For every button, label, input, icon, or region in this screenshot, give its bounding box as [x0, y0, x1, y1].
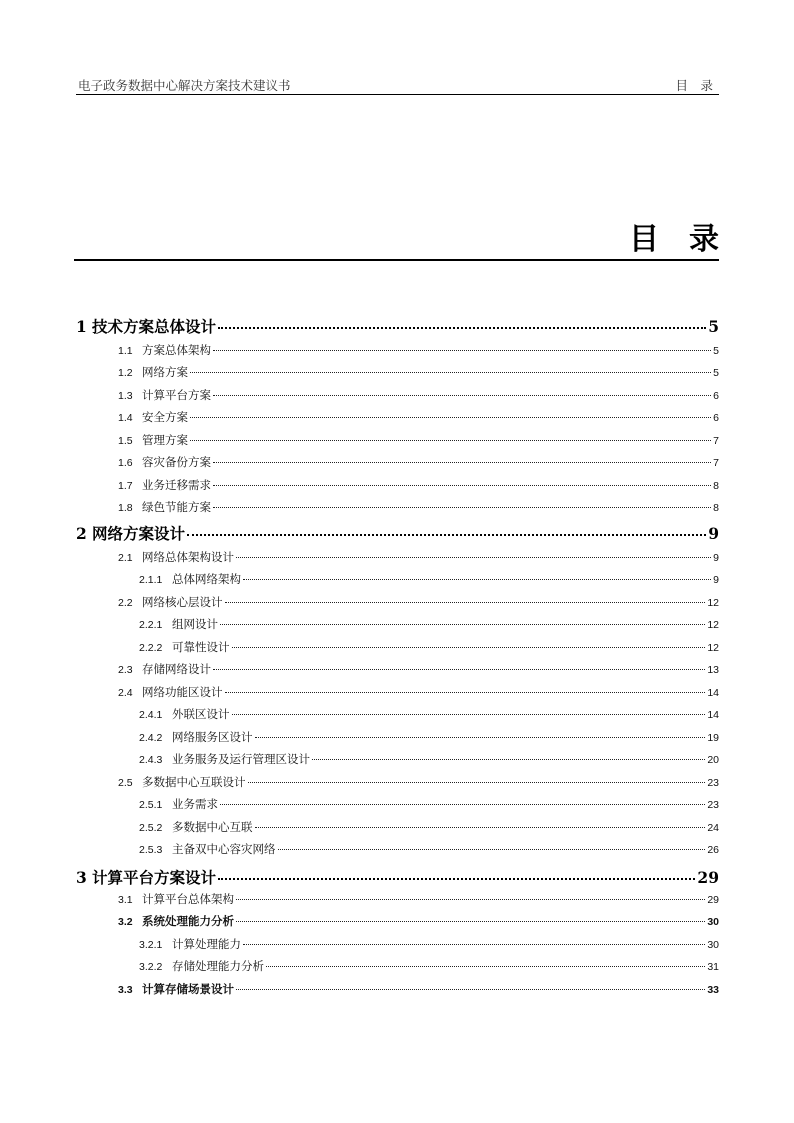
- toc-entry-number: 3.2.1: [139, 939, 163, 951]
- toc-entry-title: 网络方案设计: [92, 524, 186, 543]
- toc-entry-page: 31: [707, 961, 719, 973]
- toc-dot-leader: [218, 878, 695, 880]
- toc-entry-page: 5: [713, 345, 719, 357]
- toc-dot-leader: [243, 579, 711, 580]
- toc-dot-leader: [248, 782, 706, 783]
- toc-entry-page: 24: [707, 822, 719, 834]
- toc-entry-page: 7: [713, 457, 719, 469]
- toc-entry-number: 1.2: [118, 367, 133, 379]
- toc-entry-page: 33: [707, 984, 719, 996]
- toc-dot-leader: [255, 737, 706, 738]
- toc-entry-number: 3.1: [118, 894, 133, 906]
- toc-dot-leader: [232, 714, 706, 715]
- toc-entry-level2[interactable]: [118, 684, 719, 700]
- toc-entry-title: 容灾备份方案: [142, 455, 211, 469]
- toc-dot-leader: [225, 602, 706, 603]
- toc-entry-number: 2.1.1: [139, 574, 163, 586]
- toc-entry-title: 外联区设计: [172, 707, 230, 721]
- toc-entry-title: 计算平台方案设计: [92, 868, 217, 887]
- toc-entry-number: 1.8: [118, 502, 133, 514]
- toc-entry-title: 组网设计: [172, 617, 218, 631]
- toc-entry-level2[interactable]: [118, 661, 719, 677]
- toc-entry-page: 12: [707, 597, 719, 609]
- toc-entry-page: 30: [707, 939, 719, 951]
- toc-entry-number: 2.3: [118, 664, 133, 676]
- toc-entry-page: 12: [707, 642, 719, 654]
- title-divider: [74, 259, 719, 261]
- toc-entry-level2[interactable]: [118, 387, 719, 403]
- toc-dot-leader: [213, 350, 711, 351]
- toc-entry-title: 绿色节能方案: [142, 500, 211, 514]
- toc-entry-number: 1.7: [118, 480, 133, 492]
- toc-entry-number: 2: [76, 524, 87, 543]
- toc-entry-number: 1.5: [118, 435, 133, 447]
- toc-entry-page: 9: [713, 552, 719, 564]
- toc-entry-title: 计算存储场景设计: [142, 982, 234, 996]
- toc-entry-page: 8: [713, 480, 719, 492]
- toc-entry-level2[interactable]: [118, 981, 719, 997]
- toc-entry-level3[interactable]: [139, 796, 719, 812]
- toc-entry-level2[interactable]: [118, 913, 719, 929]
- toc-entry-level3[interactable]: [139, 571, 719, 587]
- toc-entry-title: 网络服务区设计: [172, 730, 253, 744]
- toc-entry-page: 20: [707, 754, 719, 766]
- toc-entry-page: 23: [707, 777, 719, 789]
- toc-entry-title: 网络核心层设计: [142, 595, 223, 609]
- toc-entry-number: 2.5.1: [139, 799, 163, 811]
- page-title: 目 录: [629, 222, 719, 257]
- toc-entry-level3[interactable]: [139, 819, 719, 835]
- toc-dot-leader: [236, 989, 705, 990]
- toc-entry-page: 5: [708, 317, 719, 336]
- toc-dot-leader: [213, 507, 711, 508]
- toc-entry-level3[interactable]: [139, 729, 719, 745]
- toc-entry-level1[interactable]: [76, 315, 719, 337]
- toc-dot-leader: [236, 557, 711, 558]
- toc-dot-leader: [187, 534, 706, 536]
- toc-dot-leader: [190, 417, 711, 418]
- toc-dot-leader: [213, 462, 711, 463]
- toc-entry-level2[interactable]: [118, 454, 719, 470]
- toc-entry-title: 计算平台总体架构: [142, 892, 234, 906]
- toc-entry-title: 存储网络设计: [142, 662, 211, 676]
- toc-dot-leader: [225, 692, 706, 693]
- toc-entry-number: 2.1: [118, 552, 133, 564]
- toc-entry-page: 8: [713, 502, 719, 514]
- toc-entry-level2[interactable]: [118, 891, 719, 907]
- toc-entry-level3[interactable]: [139, 706, 719, 722]
- toc-entry-level1[interactable]: [76, 866, 719, 888]
- toc-entry-level2[interactable]: [118, 549, 719, 565]
- toc-entry-page: 29: [697, 868, 719, 887]
- toc-entry-number: 2.4.3: [139, 754, 163, 766]
- toc-entry-level1[interactable]: [76, 522, 719, 544]
- toc-entry-number: 1.4: [118, 412, 133, 424]
- toc-entry-page: 26: [707, 844, 719, 856]
- toc-entry-title: 可靠性设计: [172, 640, 230, 654]
- toc-dot-leader: [213, 485, 711, 486]
- toc-entry-number: 3: [76, 868, 87, 887]
- toc-entry-level2[interactable]: [118, 432, 719, 448]
- toc-dot-leader: [220, 804, 705, 805]
- toc-entry-title: 网络功能区设计: [142, 685, 223, 699]
- toc-entry-page: 30: [707, 916, 719, 928]
- toc-entry-number: 1.1: [118, 345, 133, 357]
- toc-entry-page: 7: [713, 435, 719, 447]
- header-doc-title: 电子政务数据中心解决方案技术建议书: [78, 78, 291, 93]
- toc-entry-number: 2.4: [118, 687, 133, 699]
- toc-entry-page: 5: [713, 367, 719, 379]
- toc-entry-title: 业务迁移需求: [142, 478, 211, 492]
- header-section: 目 录: [675, 78, 713, 93]
- toc-entry-page: 14: [707, 687, 719, 699]
- toc-entry-level2[interactable]: [118, 364, 719, 380]
- toc-entry-page: 23: [707, 799, 719, 811]
- toc-entry-level2[interactable]: [118, 342, 719, 358]
- toc-entry-title: 系统处理能力分析: [142, 914, 234, 928]
- toc-entry-number: 2.5.3: [139, 844, 163, 856]
- toc-entry-title: 业务服务及运行管理区设计: [172, 752, 310, 766]
- toc-entry-number: 3.2.2: [139, 961, 163, 973]
- toc-entry-title: 网络总体架构设计: [142, 550, 234, 564]
- toc-entry-level3[interactable]: [139, 841, 719, 857]
- toc-entry-number: 3.3: [118, 984, 133, 996]
- toc-dot-leader: [232, 647, 706, 648]
- page-header: [76, 78, 719, 95]
- toc-entry-page: 13: [707, 664, 719, 676]
- toc-dot-leader: [220, 624, 705, 625]
- toc-entry-level2[interactable]: [118, 499, 719, 515]
- toc-entry-number: 2.2: [118, 597, 133, 609]
- toc-dot-leader: [266, 966, 705, 967]
- toc-entry-level3[interactable]: [139, 958, 719, 974]
- toc-entry-number: 3.2: [118, 916, 133, 928]
- toc-entry-level3[interactable]: [139, 616, 719, 632]
- toc-entry-title: 网络方案: [142, 365, 188, 379]
- toc-entry-number: 2.5.2: [139, 822, 163, 834]
- toc-entry-title: 总体网络架构: [172, 572, 241, 586]
- toc-entry-page: 14: [707, 709, 719, 721]
- toc-entry-level3[interactable]: [139, 639, 719, 655]
- toc-dot-leader: [236, 899, 705, 900]
- toc-entry-page: 6: [713, 412, 719, 424]
- toc-entry-page: 29: [707, 894, 719, 906]
- toc-entry-title: 多数据中心互联: [172, 820, 253, 834]
- toc-dot-leader: [278, 849, 706, 850]
- toc-entry-title: 技术方案总体设计: [92, 317, 217, 336]
- toc-entry-title: 计算处理能力: [172, 937, 241, 951]
- toc-entry-level2[interactable]: [118, 594, 719, 610]
- toc-entry-page: 6: [713, 390, 719, 402]
- toc-entry-page: 19: [707, 732, 719, 744]
- toc-entry-level2[interactable]: [118, 477, 719, 493]
- toc-dot-leader: [213, 395, 711, 396]
- toc-entry-page: 9: [708, 524, 719, 543]
- toc-dot-leader: [255, 827, 706, 828]
- toc-dot-leader: [243, 944, 705, 945]
- toc-entry-title: 计算平台方案: [142, 388, 211, 402]
- toc-entry-level2[interactable]: [118, 409, 719, 425]
- toc-dot-leader: [213, 669, 705, 670]
- toc-entry-level2[interactable]: [118, 774, 719, 790]
- toc-entry-page: 12: [707, 619, 719, 631]
- toc-entry-title: 主备双中心容灾网络: [172, 842, 276, 856]
- toc-entry-number: 2.4.2: [139, 732, 163, 744]
- toc-dot-leader: [190, 372, 711, 373]
- toc-entry-title: 安全方案: [142, 410, 188, 424]
- toc-entry-number: 2.2.2: [139, 642, 163, 654]
- toc-dot-leader: [218, 327, 706, 329]
- toc-dot-leader: [312, 759, 705, 760]
- toc-entry-number: 2.4.1: [139, 709, 163, 721]
- toc-entry-number: 1: [76, 317, 87, 336]
- toc-entry-level3[interactable]: [139, 936, 719, 952]
- toc-entry-title: 业务需求: [172, 797, 218, 811]
- toc-entry-number: 2.5: [118, 777, 133, 789]
- toc-entry-level3[interactable]: [139, 751, 719, 767]
- toc-entry-title: 管理方案: [142, 433, 188, 447]
- toc-dot-leader: [236, 921, 705, 922]
- toc-entry-page: 9: [713, 574, 719, 586]
- toc-dot-leader: [190, 440, 711, 441]
- toc-entry-title: 方案总体架构: [142, 343, 211, 357]
- toc-entry-title: 多数据中心互联设计: [142, 775, 246, 789]
- toc-entry-title: 存储处理能力分析: [172, 959, 264, 973]
- toc-entry-number: 2.2.1: [139, 619, 163, 631]
- toc-entry-number: 1.6: [118, 457, 133, 469]
- toc-entry-number: 1.3: [118, 390, 133, 402]
